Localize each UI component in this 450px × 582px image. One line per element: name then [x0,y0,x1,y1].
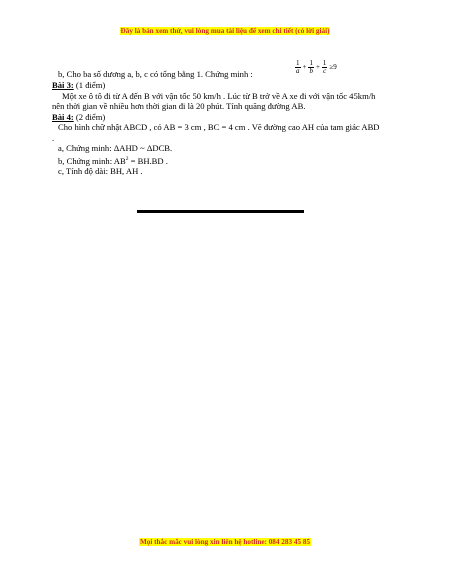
problem-3-heading [52,80,382,91]
preview-notice-banner [0,27,450,35]
problem-4b [52,154,382,166]
problem-4-text: Cho hình chữ nhật ABCD , có AB = 3 cm , BC = 4 cm . Vẽ đường cao AH của tam giác ABD . [52,122,380,143]
inequality-relation: ≥9 [329,63,337,72]
fraction-denominator: c [323,67,327,75]
problem-2b [52,59,382,80]
problem-3-points: (1 điểm) [73,80,106,90]
fraction-numerator: 1 [322,59,327,67]
fraction-numerator: 1 [309,59,313,67]
problem-3-text: Một xe ô tô đi từ A đến B với vận tốc 50 km/h . Lúc từ B trở về A xe đi với vận tốc 45km/h nên thời gian về nhiều hơn thời gian đi là 20 phút. Tính quãng đường AB. [52,90,376,111]
section-divider [137,210,304,213]
problem-2b-text: b, Cho ba số dương a, b, c có tổng bằng 1. Chứng minh : [58,69,253,79]
fraction-denominator: a [296,67,300,75]
problem-4a: a, Chứng minh: ΔAHD ~ ΔDCB. [58,143,173,153]
hotline-banner [0,538,450,546]
problem-4-body [52,122,382,143]
fraction-denominator: b [309,67,313,75]
problem-4-points: (2 điểm) [73,111,106,122]
fraction-1-over-b [308,60,314,75]
problem-3-title: Bài 3: [52,80,74,90]
fraction-1-over-c [322,60,328,75]
problem-4b-exponent: 2 [125,155,129,162]
problem-4b-prefix: b, Chứng minh: AB [58,155,126,166]
plus-sign: + [315,63,320,72]
fraction-numerator: 1 [296,59,300,67]
hotline-text: Mọi thắc mắc vui lòng xin liên hệ hotline: 084 283 45 85 [139,538,311,546]
problem-4-heading [52,112,382,123]
problem-4c: c, Tính độ dài: BH, AH . [58,165,143,176]
problem-3-body [52,91,382,112]
plus-sign: + [302,63,307,72]
fraction-1-over-a [295,60,301,75]
inequality-formula [294,60,338,75]
problem-4-title: Bài 4: [52,111,74,122]
preview-notice-text: Đây là bản xem thử, vui lòng mua tài liệu để xem chi tiết (có lời giải) [120,27,330,35]
problem-4b-suffix: = BH.BD . [128,155,168,166]
document-body [52,59,382,176]
